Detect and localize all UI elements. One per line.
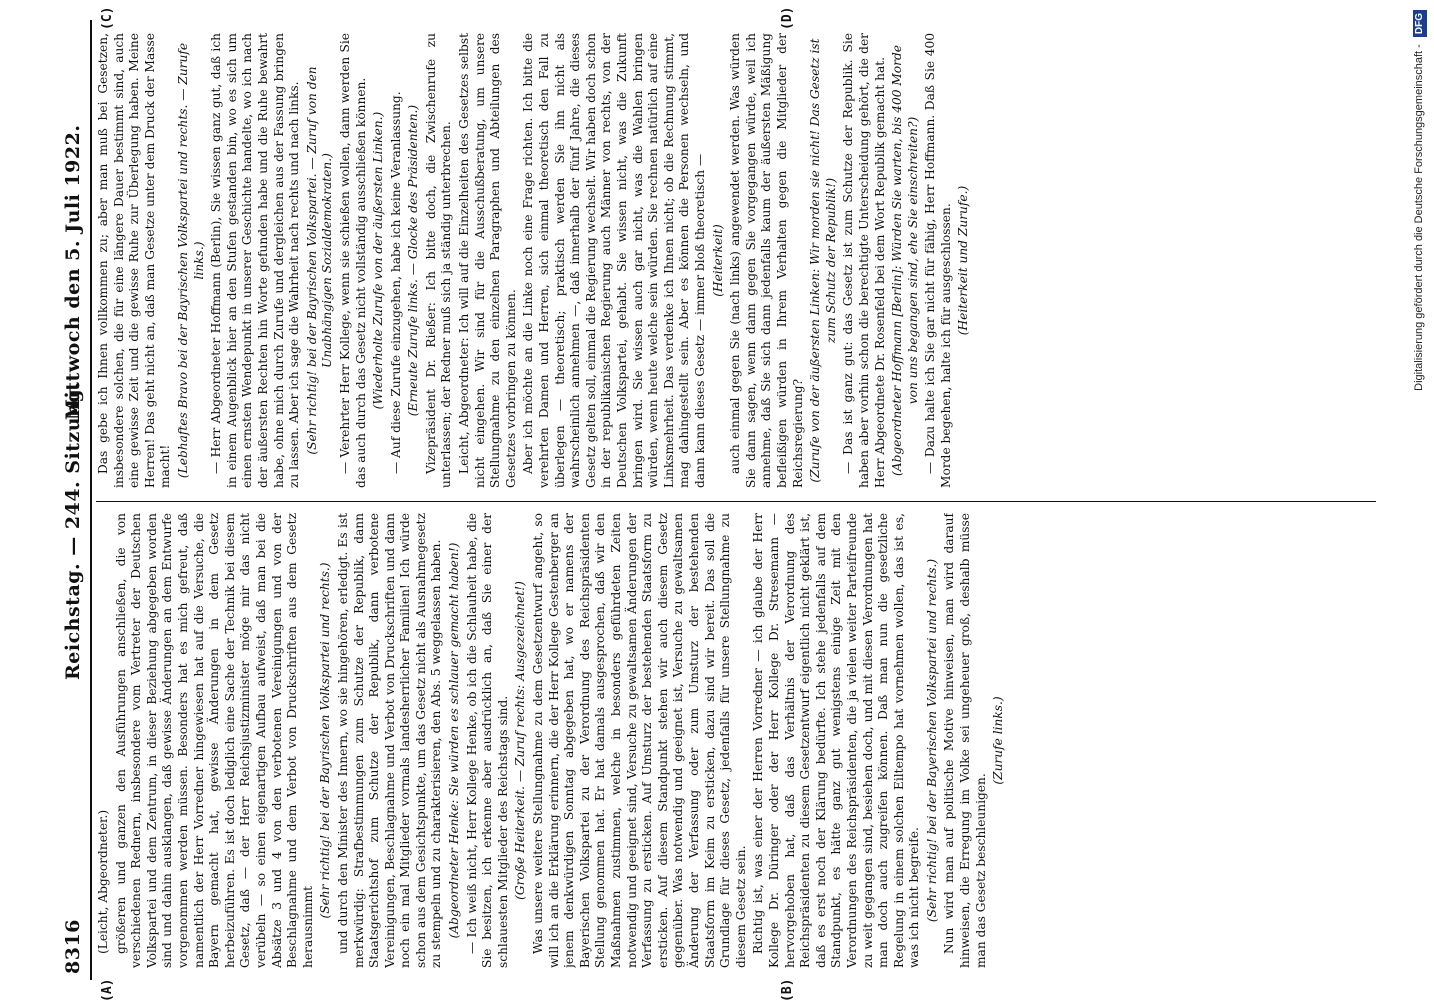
paragraph: Das gebe ich Ihnen vollkommen zu; aber man muß bei Gesetzen, insbesondere solchen, die für eine längere Dauer bestimmt sind, auch eine gewisse Zeit und die gewisse Ruhe zur Überlegung haben. Meine Herren! Das geht nicht an, daß man Gesetze unter dem Druck der Masse macht! [96,33,173,488]
paragraph: (Leicht, Abgeordneter.) [96,809,110,954]
interjection: (Abgeordneter Hoffmann [Berlin]: Würden Sie warten, bis 400 Morde von uns begangen sind, ehe Sie einschreiten?) [890,45,920,476]
interjection: (Abgeordneter Henke: Sie würden es schlauer gemacht haben!) [447,542,462,939]
paragraph: — Ich weiß nicht, Herr Kollege Henke, ob ich die Schlauheit habe, die Sie besitzen, ich erkenne aber ausdrücklich an, daß Sie einer der schlauesten Mitglieder des Reichstags sind. [464,513,510,968]
paragraph: und durch den Minister des Innern, wo sie hingehören, erledigt. Es ist merkwürdig: Strafbestimmungen zum Schutze der Republik, dann Staatsgerichtshof zum Schutze der Republik, dann verbotene Vereinigungen, Beschlagnahme und Verbot von Druckschriften und dann noch ein mal Mitglieder vormals landesherrlicher Familien! Ich würde schon aus dem Gesichtspunkte, um das Gesetz nicht als Ausnahmegesetz zu stempeln und zu charakterisieren, den Abs. 5 weggelassen haben. [335,513,444,968]
left-column [96,513,1386,968]
digitization-note [1404,0,1434,1000]
paragraph: — Auf diese Zurufe einzugehen, habe ich keine Veranlassung. [388,91,403,474]
page-header [60,20,92,980]
session-title: Reichstag. — 244. Sitzung. [62,381,84,680]
interjection: (Zurufe von der äußersten Linken: Wir morden sie nicht! Das Gesetz ist zum Schutz der Republik!) [808,38,838,483]
interjection: (Heiterkeit) [710,224,725,297]
margin-marker-d: (D) [780,6,795,30]
page-number: 8316 [62,919,84,974]
paragraph: auch einmal gegen Sie (nach links) angewendet werden. Was würden Sie dann sagen, wenn dann gegen Sie vorgegangen würde, weil ich annehme, daß Sie sich dann jedenfalls kaum der äußersten Mäßigung befleißigen würden in Ihrem Verhalten gegen die Mitglieder der Reichsregierung? [728,33,805,488]
rotated-page [60,6,1400,1002]
paragraph: Leicht, Abgeordneter: Ich will auf die Einzelheiten des Gesetzes selbst nicht eingehen. Wir sind für die Ausschußberatung, um unsere Stellungnahme zu den einzelnen Paragraphen und Abteilungen des Gesetzes vorbringen zu können. [457,33,518,488]
dfg-logo: DFG [1413,10,1427,37]
paragraph: — Herr Abgeordneter Hoffmann (Berlin), Sie wissen ganz gut, daß ich in einem Augenblick hier an den Stufen gestanden bin, wo es sich um einen ernsten Wendepunkt in unserer Geschichte handelte, wo ich nach der äußersten Rechten hin Worte gefunden habe und die Ruhe bewahrt habe, ohne mich durch Zurufe und dergleichen aus der Fassung bringen zu lassen. Aber ich sage die Wahrheit nach rechts und nach links. [209,33,302,488]
margin-marker-a: (A) [100,978,115,1002]
interjection: (Heiterkeit und Zurufe.) [956,185,971,336]
paragraph: — Verehrter Herr Kollege, wenn sie schießen wollen, dann werden Sie das auch durch das Gesetz nicht vollständig ausschließen können. [337,33,368,488]
interjection: (Wiederholte Zurufe von der äußersten Linken.) [371,111,386,410]
interjection: (Sehr richtig! bei der Bayrischen Volkspartei und rechts.) [318,562,333,919]
paragraph: Aber ich möchte an die Linke noch eine Frage richten. Ich bitte die verehrten Damen und Herren, sich einmal theoretisch den Fall zu überlegen — theoretisch; praktisch werden Sie ihn nicht als wahrscheinlich annehmen —, daß innerhalb der fünf Jahre, die dieses Gesetz gelten soll, einmal die Regierung wechselt. Wir haben doch schon in der republikanischen Regierung auch Männer von rechts, von der Deutschen Volkspartei, gehabt. Sie wissen nicht, was die Zukunft bringen wird. Sie wissen auch gar nicht, was die Wahlen bringen würden, wenn heute welche sein würden. Sie rechnen natürlich auf eine Linksmehrheit. Das verdenke ich Ihnen nicht; ob die Rechnung stimmt, mag dahingestellt sein. Aber es können die Personen wechseln, und dann kann dieses Gesetz — immer bloß theoretisch — [521,33,707,488]
interjection: (Sehr richtig! bei der Bayerischen Volkspartei und rechts.) [924,558,939,923]
interjection: (Lebhaftes Bravo bei der Bayrischen Volkspartei und rechts. — Zurufe links.) [175,42,206,479]
column-divider [96,501,1376,502]
funding-note-text: Digitalisierung gefördert durch die Deutsche Forschungsgemeinschaft - [1413,44,1425,391]
margin-marker-c: (C) [100,6,115,30]
interjection: (Zurufe links.) [991,696,1006,785]
margin-marker-b: (B) [780,978,795,1002]
paragraph: Richtig ist, was einer der Herren Vorredner — ich glaube der Herr Kollege Dr. Düringer oder der Herr Kollege Dr. Stresemann — hervorgehoben hat, daß das Verhältnis der Verordnung des Reichspräsidenten zu diesem Gesetzentwurf eigentlich nicht geklärt ist, daß es erst noch der Klärung bedürfte. Ich stehe jedenfalls auf dem Standpunkt, es hätte ganz gut wenigstens einige Zeit mit den Verordnungen des Reichspräsidenten, die ja vielen weiter Parteifreunde zu weit gegangen sind, besiehen doch, und mit diesen Verordnungen hat man doch auch zugreifen können. Daß man nun die gesetzliche Regelung in einem solchen Eiltempo hat vornehmen wollen, das ist es, was ich nicht begreife. [751,513,922,968]
session-date: Mittwoch den 5. Juli 1922. [62,124,84,420]
paragraph: Nun wird man auf politische Motive hinweisen, man wird darauf hinweisen, die Erregung im Volke sei ungeheuer groß, deshalb müsse man das Gesetz beschleunigen. [942,513,988,968]
paragraph: Vizepräsident Dr. Rießer: Ich bitte doch, die Zwischenrufe zu unterlassen; der Redner muß sich ja ständig unterbrechen. [423,33,454,488]
right-column [96,33,1386,488]
interjection: (Sehr richtig! bei der Bayrischen Volkspartei. — Zuruf von den Unabhängigen Sozialdemokraten.) [304,66,335,455]
interjection: (Erneute Zurufe links. — Glocke des Präsidenten.) [406,104,421,417]
digitization-sidebar [1400,0,1434,1000]
interjection: (Große Heiterkeit. — Zuruf rechts: Ausgezeichnet!) [513,581,528,900]
paragraph: — Das ist ganz gut: das Gesetz ist zum Schutze der Republik. Sie haben aber vorhin schon die berechtigte Unterscheidung gehört, die der Herr Abgeordnete Dr. Rosenfeld bei dem Wort Republik gemacht hat. [841,33,887,488]
paragraph: größeren und ganzen den Ausführungen anschließen, die von verschiedenen Rednern, insbesondere vom Vertreter der Deutschen Volkspartei und dem Zentrum, in dieser Beziehung abgegeben worden sind und dahin ausklangen, daß gewisse Änderungen an dem Entwurfe vorgenommen werden müssen. Besonders hat es mich gefreut, daß namentlich der Herr Vorredner hingewiesen hat auf die Versuche, die Bayern gemacht hat, gewisse Änderungen in dem Gesetz herbeizuführen. Es ist doch lediglich eine Sache der Technik bei diesem Gesetz, daß — der Herr Reichsjustizminister möge mir das nicht verübeln — so einen eigenartigen Aufbau aufweist, daß man bei die Absätze 3 und 4 von den verbotenen Vereinigungen und von der Beschlagnahme und dem Verbot von Druckschriften aus dem Gesetz herausnimmt [113,513,315,968]
paragraph: Was unsere weitere Stellungnahme zu dem Gesetzentwurf angeht, so will ich an die Erklärung erinnern, die der Herr Kollege Gestenberger an jenem denkwürdigen Sonntag abgegeben hat, wo er namens der Bayerischen Volkspartei zu der Verordnung des Reichspräsidenten Stellung genommen hat. Er hat damals ausgesprochen, daß wir den Maßnahmen zustimmen, welche in besonders geführdeten Zeiten notwendig und geeignet sind, Versuche zu gewaltsamen Änderungen der Verfassung zu ersticken. Auf Umsturz der bestehenden Staatsform zu ersticken. Auf diesem Standpunkt stehen wir auch diesem Gesetz gegenüber. Was notwendig und geeignet ist, Versuche zu gewaltsamen Änderung der Verfassung oder zum Umsturz der bestehenden Staatsform im Keim zu ersticken, dazu sind wir bereit. Das soll die Grundlage für dieses Gesetz, jedenfalls für unsere Stellungnahme zu diesem Gesetz sein. [531,513,748,968]
paragraph: — Dazu halte ich Sie gar nicht für fähig, Herr Hoffmann. Daß Sie 400 Morde begehen, halte ich für ausgeschlossen. [923,33,953,488]
